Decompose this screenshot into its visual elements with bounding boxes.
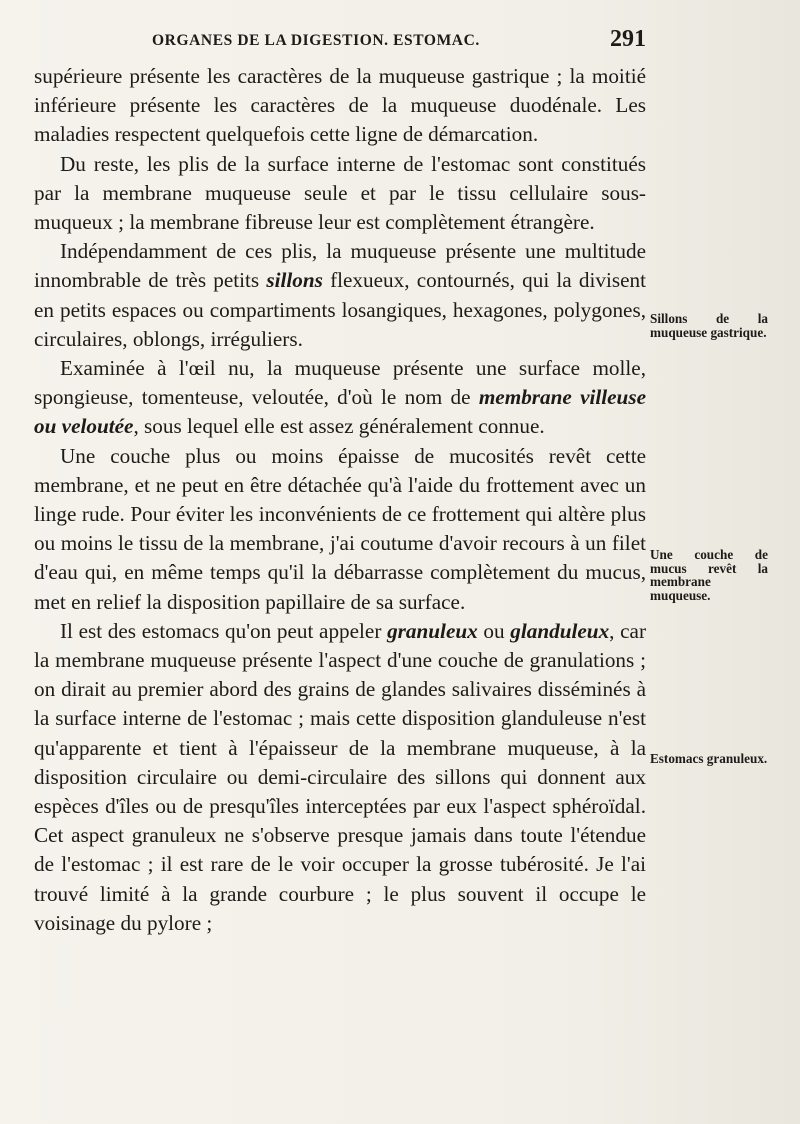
text-run: supérieure présente les caractères de la muqueuse gastrique ; la moitié inférieure présente les caractères de la muqueuse duodénale. Les maladies respectent quelquefois cette ligne de démarcation. [34,64,646,147]
running-title: ORGANES DE LA DIGESTION. ESTOMAC. [152,32,480,49]
text-run: Indépendamment de ces plis, la muqueuse présente une multitude innombrable de très petits [34,239,646,293]
italic-term: glanduleux [510,618,610,643]
text-run: ou [477,618,511,643]
paragraph-3 [34,237,646,354]
paragraph-4 [34,354,646,442]
italic-term: sillons [266,268,323,293]
text-run: , car la membrane muqueuse présente l'aspect d'une couche de granulations ; on dirait au premier abord des grains de glandes salivaires disséminés à la surface interne de l'estomac ; mais cette disposition glanduleuse n'est qu'apparente et tient à l'épaisseur de la membrane muqueuse, à la disposition circulaire ou demi-circulaire des sillons qui donnent aux espèces d'îles ou de presqu'îles interceptées par eux l'aspect sphéroïdal. Cet aspect granuleux ne s'observe presque jamais dans toute l'étendue de l'estomac ; il est rare de le voir occuper la grosse tubérosité. Je l'ai trouvé limité à la grande courbure ; le plus souvent il occupe le voisinage du pylore ; [34,618,646,935]
paragraph-1 [34,62,646,150]
italic-term: granuleux [387,618,478,643]
text-run: Une couche plus ou moins épaisse de mucosités revêt cette membrane, et ne peut en être détachée qu'à l'aide du frottement avec un linge rude. Pour éviter les inconvénients de ce frottement qui altère plus ou moins le tissu de la membrane, j'ai coutume d'avoir recours à un filet d'eau qui, en même temps qu'il la débarrasse complètement du mucus, met en relief la disposition papillaire de sa surface. [34,443,646,614]
running-head [34,26,646,54]
margin-note-estomacs-granuleux: Estomacs granuleux. [650,751,768,766]
text-run: Examinée à l'œil nu, la muqueuse présente une surface molle, spongieuse, tomenteuse, veloutée, d'où le nom de [34,356,646,410]
body-text [34,62,646,938]
text-run: flexueux, contournés, qui la divisent en petits espaces ou compartiments losangiques, hexagones, polygones, circulaires, oblongs, irréguliers. [34,268,647,351]
page-number: 291 [610,26,646,52]
paragraph-6 [34,617,646,938]
text-run: , sous lequel elle est assez généralement connue. [133,414,545,439]
margin-note-mucus: Une couche de mucus revêt la membrane muqueuse. [650,547,768,603]
paragraph-5 [34,442,646,617]
margin-note-sillons: Sillons de la muqueuse gastrique. [650,311,768,340]
text-run: Du reste, les plis de la surface interne de l'estomac sont constitués par la membrane muqueuse seule et par le tissu cellulaire sous-muqueux ; la membrane fibreuse leur est complètement étrangère. [34,151,646,235]
paragraph-2 [34,150,646,238]
text-run: Il est des estomacs qu'on peut appeler [60,618,388,643]
italic-term: membrane villeuse ou veloutée [34,385,646,439]
